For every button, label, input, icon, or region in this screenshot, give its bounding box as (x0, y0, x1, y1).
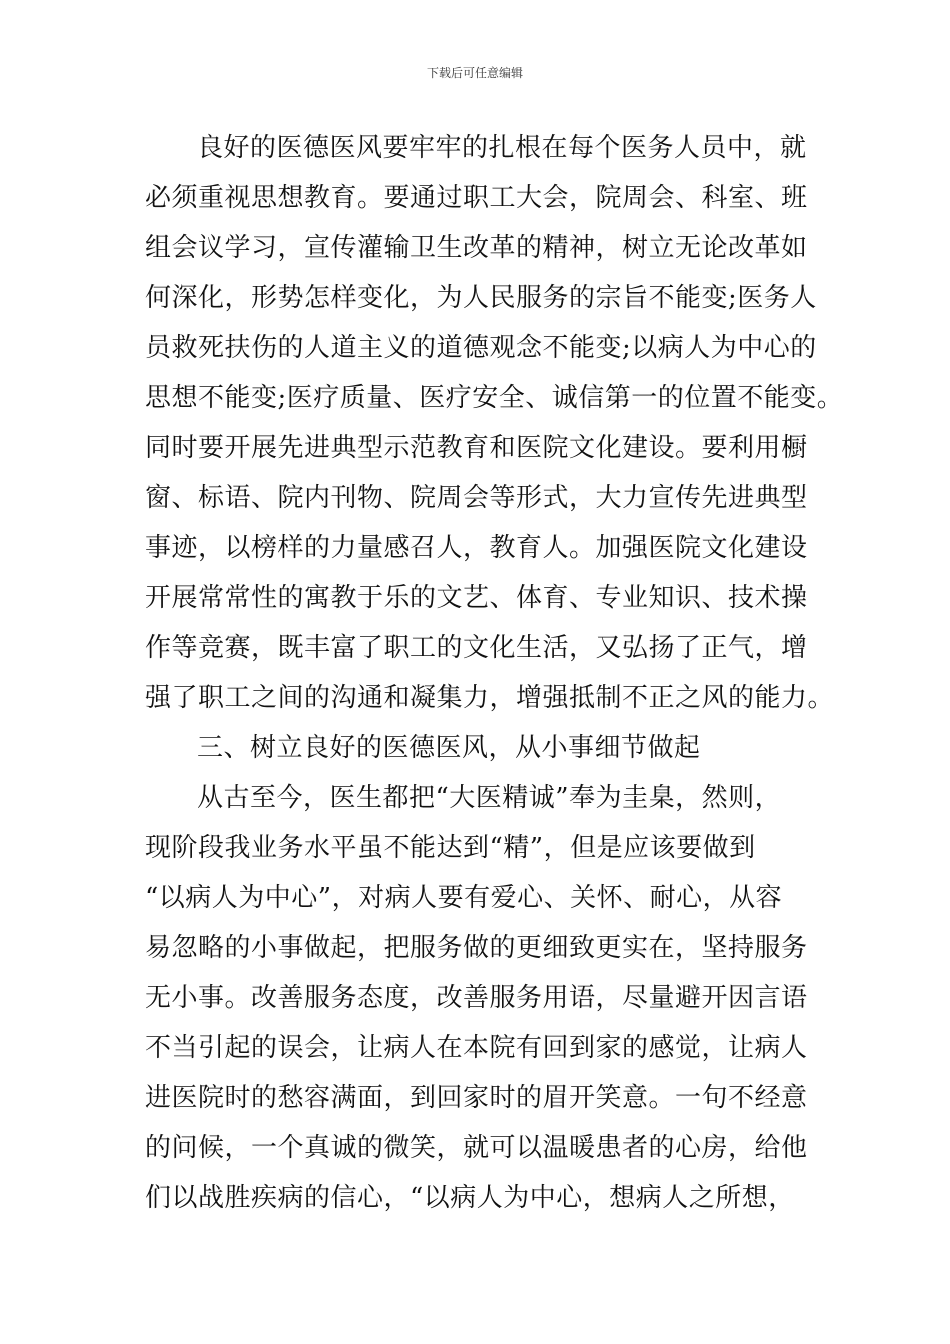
text-line: 作等竞赛，既丰富了职工的文化生活，又弘扬了正气，增 (145, 633, 808, 663)
text-line: 员救死扶伤的人道主义的道德观念不能变;以病人为中心的 (145, 333, 817, 363)
text-line: 事迹，以榜样的力量感召人，教育人。加强医院文化建设 (145, 533, 808, 563)
document-body (145, 123, 844, 1223)
section-heading: 三、树立良好的医德医风，从小事细节做起 (197, 733, 701, 763)
text-line: 无小事。改善服务态度，改善服务用语，尽量避开因言语 (145, 983, 808, 1013)
text-line: 不当引起的误会，让病人在本院有回到家的感觉，让病人 (145, 1033, 808, 1063)
text-line: 强了职工之间的沟通和凝集力，增强抵制不正之风的能力。 (145, 683, 835, 713)
text-line: 的问候，一个真诚的微笑，就可以温暖患者的心房，给他 (145, 1133, 808, 1163)
text-line: 开展常常性的寓教于乐的文艺、体育、专业知识、技术操 (145, 583, 808, 613)
text-line: 必须重视思想教育。要通过职工大会，院周会、科室、班 (145, 183, 808, 213)
text-line: 良好的医德医风要牢牢的扎根在每个医务人员中，就 (197, 133, 807, 163)
text-line: 们以战胜疾病的信心，“以病人为中心，想病人之所想， (145, 1183, 795, 1213)
text-line: 进医院时的愁容满面，到回家时的眉开笑意。一句不经意 (145, 1083, 808, 1113)
text-line: 组会议学习，宣传灌输卫生改革的精神，树立无论改革如 (145, 233, 808, 263)
text-line: 现阶段我业务水平虽不能达到“精”，但是应该要做到 (145, 833, 756, 863)
text-line: 窗、标语、院内刊物、院周会等形式，大力宣传先进典型 (145, 483, 808, 513)
text-line: “以病人为中心”，对病人要有爱心、关怀、耐心，从容 (145, 883, 783, 913)
text-line: 思想不能变;医疗质量、医疗安全、诚信第一的位置不能变。 (145, 383, 844, 413)
text-line: 从古至今，医生都把“大医精诚”奉为圭臬，然则， (197, 783, 782, 813)
text-line: 何深化，形势怎样变化，为人民服务的宗旨不能变;医务人 (145, 283, 817, 313)
text-line: 易忽略的小事做起，把服务做的更细致更实在，坚持服务 (145, 933, 808, 963)
page-header: 下载后可任意编辑 (426, 66, 523, 80)
text-line: 同时要开展先进典型示范教育和医院文化建设。要利用橱 (145, 433, 808, 463)
